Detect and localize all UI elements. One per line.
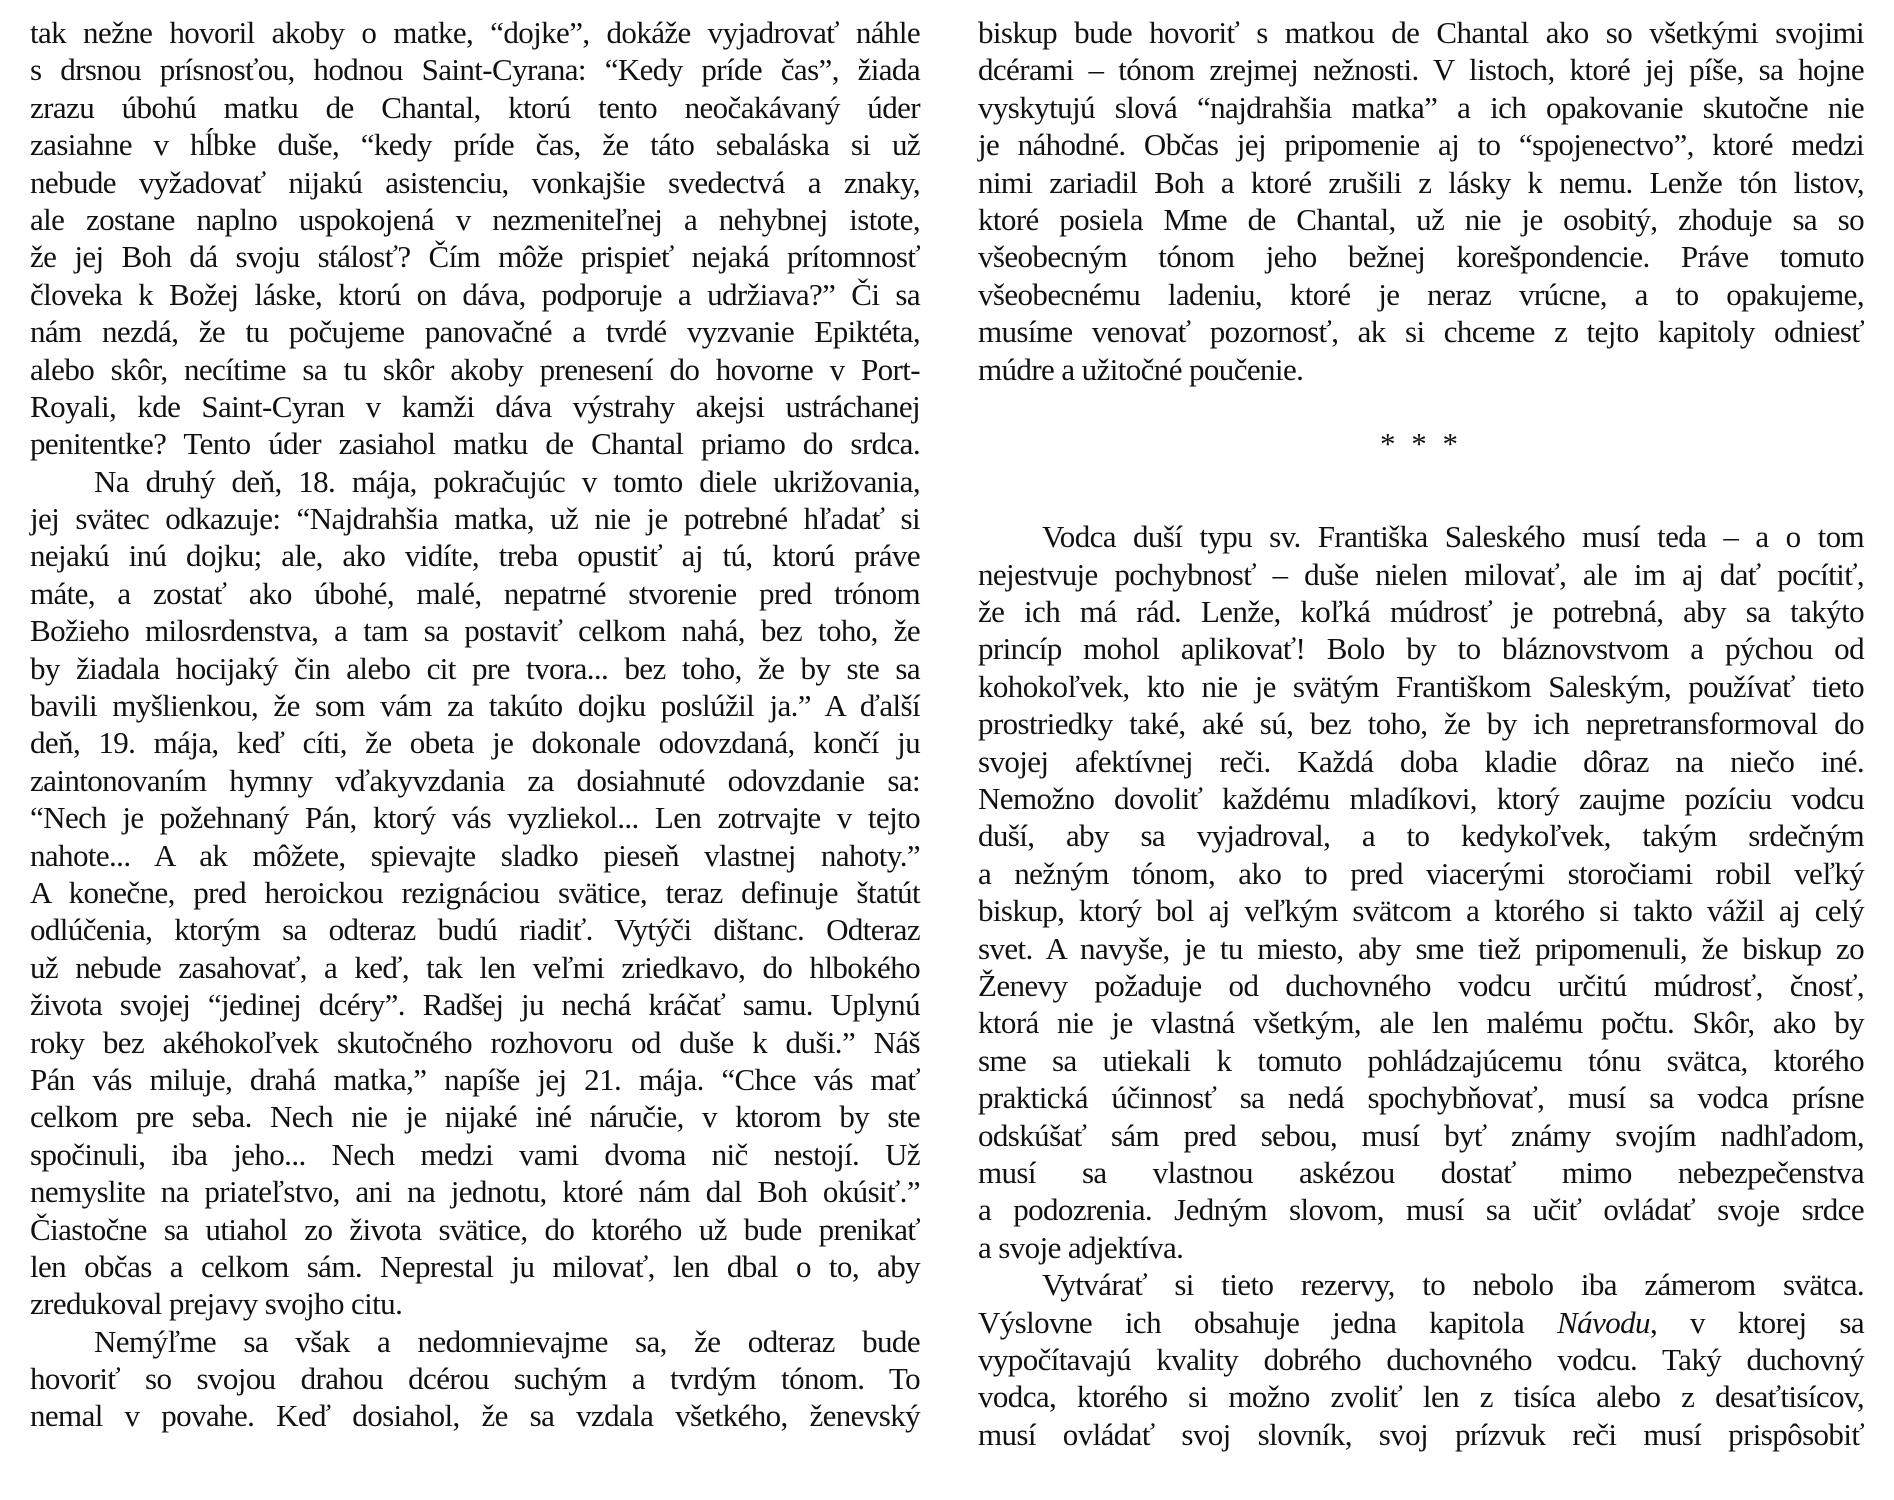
- text-line: nejestvuje pochybnosť – duše nielen milovať, ale im aj dať pocítiť,: [978, 556, 1864, 592]
- paragraph-2: [30, 463, 920, 1323]
- text-line: života svojej “jedinej dcéry”. Radšej ju nechá kráčať samu. Uplynú: [30, 987, 920, 1023]
- spacer: [978, 388, 1864, 425]
- text-line: alebo skôr, necítime sa tu skôr akoby prenesení do hovorne v Port-: [30, 351, 920, 387]
- italic-book-title: Návodu: [1557, 1304, 1650, 1340]
- right-column: [978, 14, 1864, 1453]
- text-line: penitentke? Tento úder zasiahol matku de Chantal priamo do srdca.: [30, 426, 920, 462]
- text-line: nám nezdá, že tu počujeme panovačné a tvrdé vyzvanie Epiktéta,: [30, 314, 920, 350]
- text-line: a nežným tónom, ako to pred viacerými storočiami robil veľký: [978, 855, 1864, 891]
- text-line: Pán vás miluje, drahá matka,” napíše jej 21. mája. “Chce vás mať: [30, 1061, 920, 1097]
- text-line: všeobecnému ladeniu, ktoré je neraz vrúcne, a to opakujeme,: [978, 276, 1864, 312]
- text-line: hovoriť so svojou drahou dcérou suchým a tvrdým tónom. To: [30, 1361, 920, 1397]
- text-line: musí ovládať svoj slovník, svoj prízvuk reči musí prispôsobiť: [978, 1416, 1864, 1452]
- text-line: nemyslite na priateľstvo, ani na jednotu, ktoré nám dal Boh okúsiť.”: [30, 1174, 920, 1210]
- text-line: Royali, kde Saint-Cyran v kamži dáva výstrahy akejsi ustráchanej: [30, 388, 920, 424]
- paragraph-3: [30, 1323, 920, 1435]
- text-line: musí sa vlastnou askézou dostať mimo nebezpečenstva: [978, 1154, 1864, 1190]
- paragraph-1: [30, 14, 920, 463]
- text-line: deň, 19. mája, keď cíti, že obeta je dokonale odovzdaná, končí ju: [30, 725, 920, 761]
- text-line: jej svätec odkazuje: “Najdrahšia matka, už nie je potrebné hľadať si: [30, 501, 920, 537]
- text-line: že ich má rád. Lenže, koľká múdrosť je potrebná, aby sa takýto: [978, 594, 1864, 630]
- text-line: svet. A navyše, je tu miesto, aby sme tiež pripomenuli, že biskup zo: [978, 930, 1864, 966]
- text-line: je náhodné. Občas jej pripomenie aj to “spojenectvo”, ktoré medzi: [978, 127, 1864, 163]
- spacer: [978, 462, 1864, 518]
- paragraph-4: [978, 14, 1864, 388]
- text-line: ktoré posiela Mme de Chantal, už nie je osobitý, zhoduje sa so: [978, 201, 1864, 237]
- text-line: len občas a celkom sám. Neprestal ju milovať, len dbal o to, aby: [30, 1248, 920, 1284]
- text-line: zrazu úbohú matku de Chantal, ktorú tento neočakávaný úder: [30, 89, 920, 125]
- paragraph-5: [978, 518, 1864, 1266]
- text-line: Vytvárať si tieto rezervy, to nebolo iba zámerom svätca.: [1042, 1267, 1864, 1303]
- text-line: že jej Boh dá svoju stálosť? Čím môže prispieť nejaká prítomnosť: [30, 239, 920, 275]
- text-line: nimi zariadil Boh a ktoré zrušili z lásky k nemu. Lenže tón listov,: [978, 164, 1864, 200]
- text-line: roky bez akéhokoľvek skutočného rozhovoru od duše k duši.” Náš: [30, 1024, 920, 1060]
- text-line: tak nežne hovoril akoby o matke, “dojke”, dokáže vyjadrovať náhle: [30, 15, 920, 50]
- text-line: musíme venovať pozornosť, ak si chceme z tejto kapitoly odniesť: [978, 314, 1864, 350]
- text-line: A konečne, pred heroickou rezignáciou svätice, teraz definuje štatút: [30, 874, 920, 910]
- text-line: Nemýľme sa však a nedomnievajme sa, že odteraz bude: [94, 1323, 920, 1359]
- text-line: a podozrenia. Jedným slovom, musí sa učiť ovládať svoje srdce: [978, 1192, 1864, 1228]
- text-line: Čiastočne sa utiahol zo života svätice, do ktorého už bude prenikať: [30, 1211, 920, 1247]
- text-line: Na druhý deň, 18. mája, pokračujúc v tomto diele ukrižovania,: [94, 463, 920, 499]
- text-line: Božieho milosrdenstva, a tam sa postaviť celkom nahá, bez toho, že: [30, 613, 920, 649]
- text-line: ale zostane naplno uspokojená v nezmeniteľnej a nehybnej istote,: [30, 201, 920, 237]
- text-line: ktorá nie je vlastná všetkým, ale len malému počtu. Skôr, ako by: [978, 1005, 1864, 1041]
- text-line: zaintonovaním hymny vďakyvzdania za dosiahnuté odovzdanie sa:: [30, 762, 920, 798]
- text-line-with-italic-title: [978, 1304, 1864, 1341]
- text-line: svojej afektívnej reči. Každá doba kladie dôraz na niečo iné.: [978, 743, 1864, 779]
- text-line: zredukoval prejavy svojho citu.: [30, 1286, 403, 1322]
- text-line: “Nech je požehnaný Pán, ktorý vás vyzliekol... Len zotrvajte v tejto: [30, 800, 920, 836]
- text-line: prostriedky také, aké sú, bez toho, že by ich nepretransformoval do: [978, 706, 1864, 742]
- left-column: [30, 14, 920, 1435]
- text-line: vypočítavajú kvality dobrého duchovného vodcu. Taký duchovný: [978, 1341, 1864, 1377]
- text-line: s drsnou prísnosťou, hodnou Saint-Cyrana: “Kedy príde čas”, žiada: [30, 52, 920, 88]
- text-line: biskup bude hovoriť s matkou de Chantal ako so všetkými svojimi: [978, 15, 1864, 50]
- text-line: odskúšať sám pred sebou, musí byť známy svojím nadhľadom,: [978, 1117, 1864, 1153]
- text-line: praktická účinnosť sa nedá spochybňovať, musí sa vodca prísne: [978, 1080, 1864, 1116]
- text-line: kohokoľvek, kto nie je svätým Františkom Saleským, používať tieto: [978, 668, 1864, 704]
- text-line: princíp mohol aplikovať! Bolo by to bláznovstvom a pýchou od: [978, 631, 1864, 667]
- text-line: nahote... A ak môžete, spievajte sladko pieseň vlastnej nahoty.”: [30, 837, 920, 873]
- text-line: nemal v povahe. Keď dosiahol, že sa vzdala všetkého, ženevský: [30, 1398, 920, 1434]
- text-line: by žiadala hocijaký čin alebo cit pre tvora... bez toho, že by ste sa: [30, 650, 920, 686]
- text-line: dcérami – tónom zrejmej nežnosti. V listoch, ktoré jej píše, sa hojne: [978, 52, 1864, 88]
- text-line: Ženevy požaduje od duchovného vodcu určitú múdrosť, čnosť,: [978, 967, 1864, 1003]
- paragraph-6: [978, 1266, 1864, 1453]
- text-line: človeka k Božej láske, ktorú on dáva, podporuje a udržiava?” Či sa: [30, 276, 920, 312]
- text-line: duší, aby sa vyjadroval, a to kedykoľvek, takým srdečným: [978, 818, 1864, 854]
- text-line: múdre a užitočné poučenie.: [978, 351, 1304, 387]
- text-line: už nebude zasahovať, a keď, tak len veľmi zriedkavo, do hlbokého: [30, 949, 920, 985]
- text-line: Nemožno dovoliť každému mladíkovi, ktorý zaujme pozíciu vodcu: [978, 781, 1864, 817]
- section-break-asterisks: * * *: [1380, 425, 1462, 461]
- text-line: sme sa utiekali k tomuto pohládzajúcemu tónu svätca, ktorého: [978, 1042, 1864, 1078]
- text-line: nebude vyžadovať nijakú asistenciu, vonkajšie svedectvá a znaky,: [30, 164, 920, 200]
- text-line: zasiahne v hĺbke duše, “kedy príde čas, že táto sebaláska si už: [30, 127, 920, 163]
- text-line: vodca, ktorého si možno zvoliť len z tisíca alebo z desaťtisícov,: [978, 1379, 1864, 1415]
- text-line: Vodca duší typu sv. Františka Saleského musí teda – a o tom: [1042, 519, 1864, 555]
- text-segment: Výslovne ich obsahuje jedna kapitola: [978, 1304, 1558, 1340]
- text-line: bavili myšlienkou, že som vám za takúto dojku poslúžil ja.” A ďalší: [30, 688, 920, 724]
- text-segment: , v ktorej sa: [1649, 1304, 1864, 1340]
- text-line: všeobecným tónom jeho bežnej korešpondencie. Práve tomuto: [978, 239, 1864, 275]
- text-line: biskup, ktorý bol aj veľkým svätcom a ktorého si takto vážil aj celý: [978, 893, 1864, 929]
- text-line: nejakú inú dojku; ale, ako vidíte, treba opustiť aj tú, ktorú práve: [30, 538, 920, 574]
- text-line: máte, a zostať ako úbohé, malé, nepatrné stvorenie pred trónom: [30, 575, 920, 611]
- text-line: celkom pre seba. Nech nie je nijaké iné náručie, v ktorom by ste: [30, 1099, 920, 1135]
- text-line: spočinuli, iba jeho... Nech medzi vami dvoma nič nestojí. Už: [30, 1136, 920, 1172]
- text-line: a svoje adjektíva.: [978, 1229, 1184, 1265]
- text-line: vyskytujú slová “najdrahšia matka” a ich opakovanie skutočne nie: [978, 89, 1864, 125]
- text-line: odlúčenia, ktorým sa odteraz budú riadiť. Vytýči dištanc. Odteraz: [30, 912, 920, 948]
